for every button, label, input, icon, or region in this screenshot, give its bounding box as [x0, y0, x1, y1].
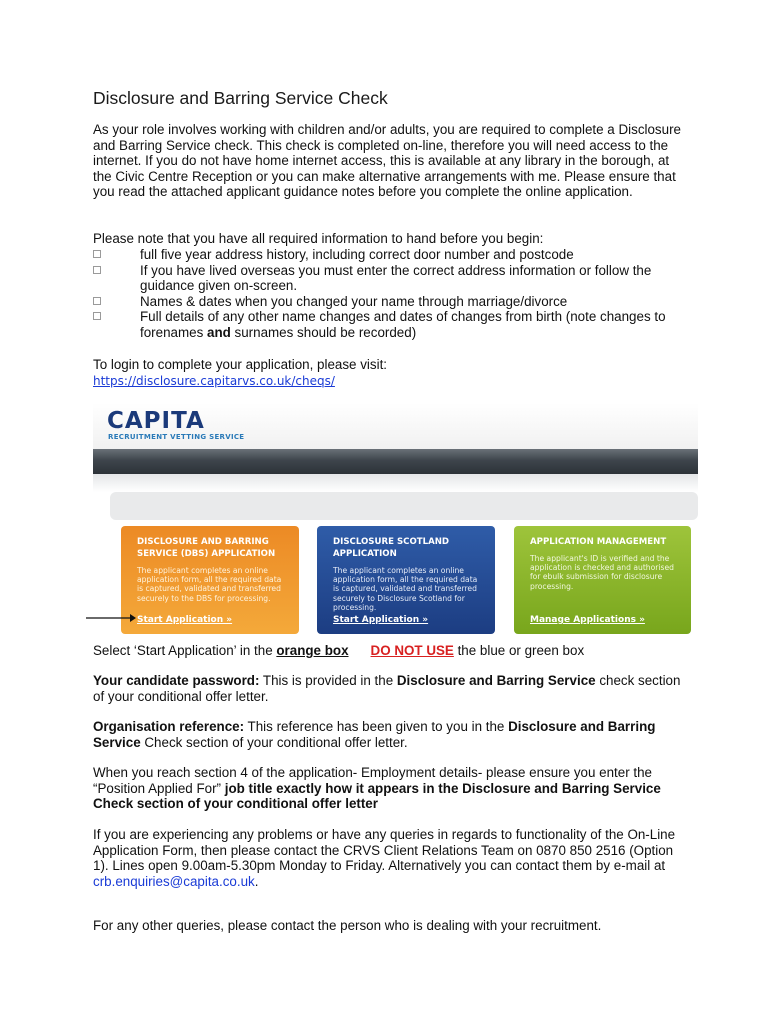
tile-description: The applicant completes an online application form, all the required data is captured, validated and transferred securely to the DBS for processing.	[137, 566, 282, 603]
tile-description: The applicant's ID is verified and the application is checked and authorised for ebulk submission for disclosure processing.	[530, 554, 674, 591]
start-application-link[interactable]: Start Application »	[333, 615, 429, 625]
search-bar	[110, 492, 698, 520]
login-url-link[interactable]: https://disclosure.capitarvs.co.uk/cheqs/	[93, 373, 335, 388]
checkbox-bullet-icon	[93, 266, 101, 274]
capita-logo: CAPITA	[107, 408, 205, 434]
requirements-list	[93, 247, 683, 341]
login-paragraph: To login to complete your application, please visit: https://disclosure.capitarvs.co.uk/cheqs/	[93, 357, 388, 388]
tile-title: DISCLOSURE AND BARRING SERVICE (DBS) APPLICATION	[137, 537, 276, 559]
intro-paragraph: As your role involves working with children and/or adults, you are required to complete a Disclosure and Barring Service check. This check is completed on-line, therefore you will need access to the internet. If you do not have home internet access, this is available at any library in the borough, at the Civic Centre Reception or you can make alternative arrangements with me. Please ensure that you read the attached applicant guidance notes before you complete the online application.	[93, 122, 681, 200]
list-item: If you have lived overseas you must enter the correct address information or follow the guidance given on-screen.	[93, 263, 683, 294]
checkbox-bullet-icon	[93, 297, 101, 305]
list-item: Names & dates when you changed your name through marriage/divorce	[93, 294, 683, 310]
checkbox-bullet-icon	[93, 250, 101, 258]
checkbox-bullet-icon	[93, 312, 101, 320]
organisation-reference-paragraph: Organisation reference: This reference has been given to you in the Disclosure and Barring Service Check section of your conditional offer letter.	[93, 719, 656, 750]
manage-applications-link[interactable]: Manage Applications »	[530, 615, 645, 625]
start-application-link[interactable]: Start Application »	[137, 615, 233, 625]
do-not-use-warning: DO NOT USE	[370, 643, 454, 658]
list-item: Full details of any other name changes and dates of changes from birth (note changes to forenames and surnames should be recorded)	[93, 309, 683, 340]
password-paragraph: Your candidate password: This is provided in the Disclosure and Barring Service check section of your conditional offer letter.	[93, 673, 681, 704]
capita-subtitle: RECRUITMENT VETTING SERVICE	[108, 433, 245, 441]
support-email-link[interactable]: crb.enquiries@capita.co.uk	[93, 873, 255, 889]
section4-paragraph: When you reach section 4 of the application- Employment details- please ensure you enter the “Position Applied For” job title exactly how it appears in the Disclosure and Barring Service Check section of your conditional offer letter	[93, 765, 661, 812]
list-item: full five year address history, including correct door number and postcode	[93, 247, 683, 263]
nav-bar	[93, 449, 698, 474]
tile-title: DISCLOSURE SCOTLAND APPLICATION	[333, 537, 450, 559]
problems-paragraph: If you are experiencing any problems or have any queries in regards to functionality of the On-Line Application Form, then please contact the CRVS Client Relations Team on 0870 850 2516 (Option 1). Lines open 9.00am-5.30pm Monday to Friday. Alternatively you can contact them by e-mail at crb.enquiries@capita.co.uk.	[93, 827, 676, 889]
dbs-application-tile	[121, 526, 299, 634]
capita-banner-image	[93, 403, 698, 639]
note-heading: Please note that you have all required information to hand before you begin:	[93, 231, 544, 246]
tile-title: APPLICATION MANAGEMENT	[530, 537, 667, 547]
application-management-tile	[514, 526, 691, 634]
arrow-right-icon	[86, 612, 136, 624]
other-queries-paragraph: For any other queries, please contact the person who is dealing with your recruitment.	[93, 918, 602, 933]
disclosure-scotland-tile	[317, 526, 495, 634]
select-instruction: Select ‘Start Application’ in the orange box DO NOT USE the blue or green box	[93, 643, 585, 658]
page-title: Disclosure and Barring Service Check	[93, 88, 388, 108]
tile-description: The applicant completes an online application form, all the required data is captured, validated and transferred securely to Disclosure Scotland for processing.	[333, 566, 478, 612]
